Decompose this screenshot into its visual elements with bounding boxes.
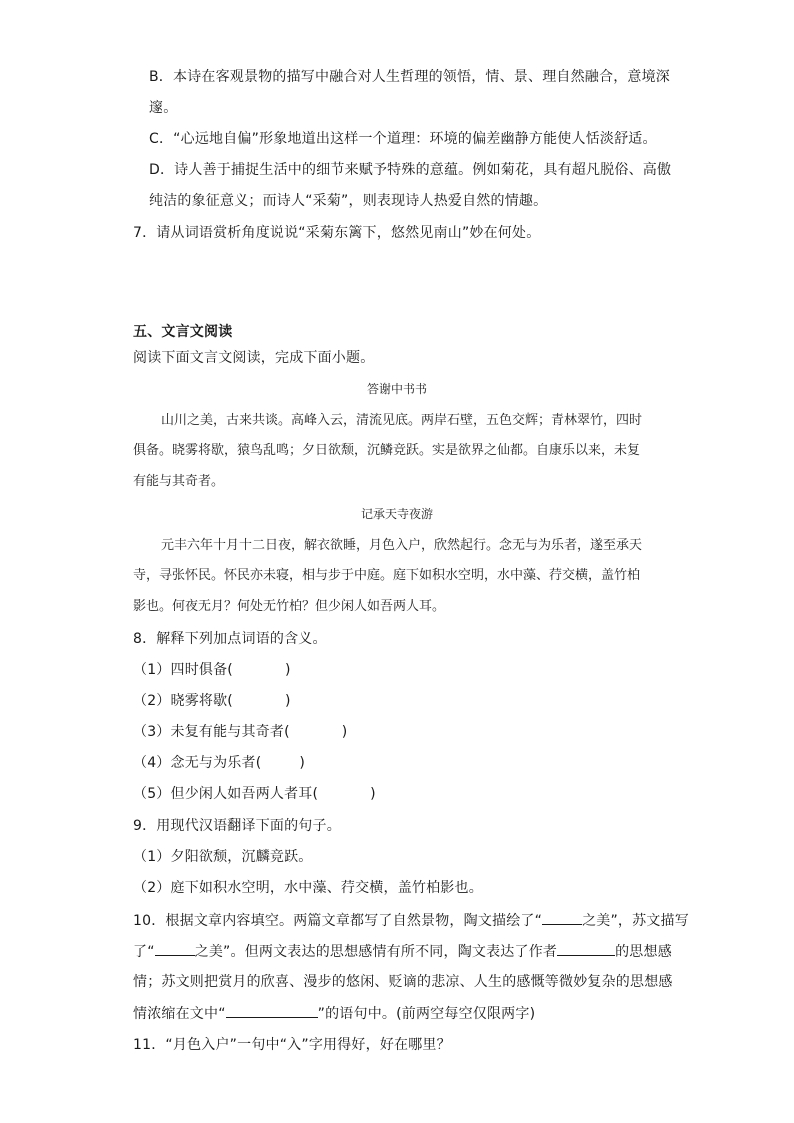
q10-text: 之美”。但两文表达的思想感情有所不同，陶文表达了作者 <box>194 944 558 960</box>
q10-text: 的思想感 <box>615 944 672 960</box>
choice-c: C．“心远地自偏”形象地道出这样一个道理：环境的偏差幽静方能使人恬淡舒适。 <box>149 131 657 147</box>
choice-d-line1: D．诗人善于捕捉生活中的细节来赋予特殊的意蕴。例如菊花，具有超凡脱俗、高傲 <box>149 162 672 178</box>
q10-text: ”的语句中。(前两空每空仅限两字) <box>317 1006 536 1022</box>
question-8-item <box>133 753 305 773</box>
question-7: 7．请从词语赏析角度说说“采菊东篱下，悠然见南山”妙在何处。 <box>133 225 541 241</box>
fill-blank[interactable] <box>557 941 615 956</box>
question-10-line1 <box>133 910 689 931</box>
question-8-item <box>133 660 291 680</box>
q10-text: 情浓缩在文中“ <box>133 1006 226 1022</box>
choice-b-line1: B．本诗在客观景物的描写中融合对人生哲理的领悟，情、景、理自然融合，意境深 <box>149 69 671 85</box>
passage1-line2: 俱备。晓雾将歇，猿鸟乱鸣；夕日欲颓，沉鳞竞跃。实是欲界之仙都。自康乐以来，未复 <box>133 443 641 458</box>
fill-blank[interactable] <box>226 1003 318 1018</box>
question-8-item <box>133 722 347 742</box>
passage2-title: 记承天寺夜游 <box>360 507 433 521</box>
q10-text: 10．根据文章内容填空。两篇文章都写了自然景物，陶文描绘了“ <box>133 913 543 929</box>
item-close: ) <box>284 693 291 709</box>
choice-b-line2: 邃。 <box>149 100 178 116</box>
item-close: ) <box>284 662 291 678</box>
question-8-item <box>133 784 376 804</box>
question-9-item1: （1）夕阳欲颓，沉麟竞跃。 <box>133 849 313 865</box>
question-10-line2 <box>133 941 672 962</box>
question-11: 11．“月色入户”一句中“入”字用得好，好在哪里？ <box>133 1037 451 1053</box>
item-text: （3）未复有能与其奇者( <box>133 724 290 740</box>
fill-blank[interactable] <box>155 941 195 956</box>
section-title: 五、文言文阅读 <box>133 324 233 340</box>
question-9-item2: （2）庭下如积水空明，水中藻、荇交横，盖竹柏影也。 <box>133 880 483 896</box>
passage1-title: 答谢中书书 <box>366 382 427 396</box>
item-text: （1）四时俱备( <box>133 662 233 678</box>
item-text: （5）但少闲人如吾两人者耳( <box>133 786 319 802</box>
fill-blank[interactable] <box>542 910 582 925</box>
passage2-line2: 寺，寻张怀民。怀民亦未寝，相与步于中庭。庭下如积水空明，水中藻、荇交横，盖竹柏 <box>133 568 641 583</box>
passage1-line3: 有能与其奇者。 <box>133 474 225 489</box>
passage2-line1: 元丰六年十月十二日夜，解衣欲睡，月色入户，欣然起行。念无与为乐者，遂至承天 <box>161 538 643 553</box>
q10-text: 之美”，苏文描写 <box>582 913 689 929</box>
item-close: ) <box>370 786 376 802</box>
q10-text: 了“ <box>133 944 155 960</box>
section-instruction: 阅读下面文言文阅读，完成下面小题。 <box>133 350 375 366</box>
question-8-item <box>133 691 291 711</box>
item-close: ) <box>299 755 306 771</box>
item-text: （4）念无与为乐者( <box>133 755 262 771</box>
passage1-line1: 山川之美，古来共谈。高峰入云，清流见底。两岸石壁，五色交辉；青林翠竹，四时 <box>161 413 643 428</box>
item-close: ) <box>341 724 348 740</box>
question-10-line4 <box>133 1003 535 1024</box>
item-text: （2）晓雾将歇( <box>133 693 233 709</box>
question-8-stem: 8．解释下列加点词语的含义。 <box>133 631 327 647</box>
question-9-stem: 9．用现代汉语翻译下面的句子。 <box>133 818 341 834</box>
choice-d-line2: 纯洁的象征意义；而诗人“采菊”，则表现诗人热爱自然的情趣。 <box>149 193 548 209</box>
question-10-line3: 情；苏文则把赏月的欣喜、漫步的悠闲、贬谪的悲凉、人生的感慨等微妙复杂的思想感 <box>133 974 673 990</box>
passage2-line3: 影也。何夜无月？何处无竹柏？但少闲人如吾两人耳。 <box>133 599 446 614</box>
